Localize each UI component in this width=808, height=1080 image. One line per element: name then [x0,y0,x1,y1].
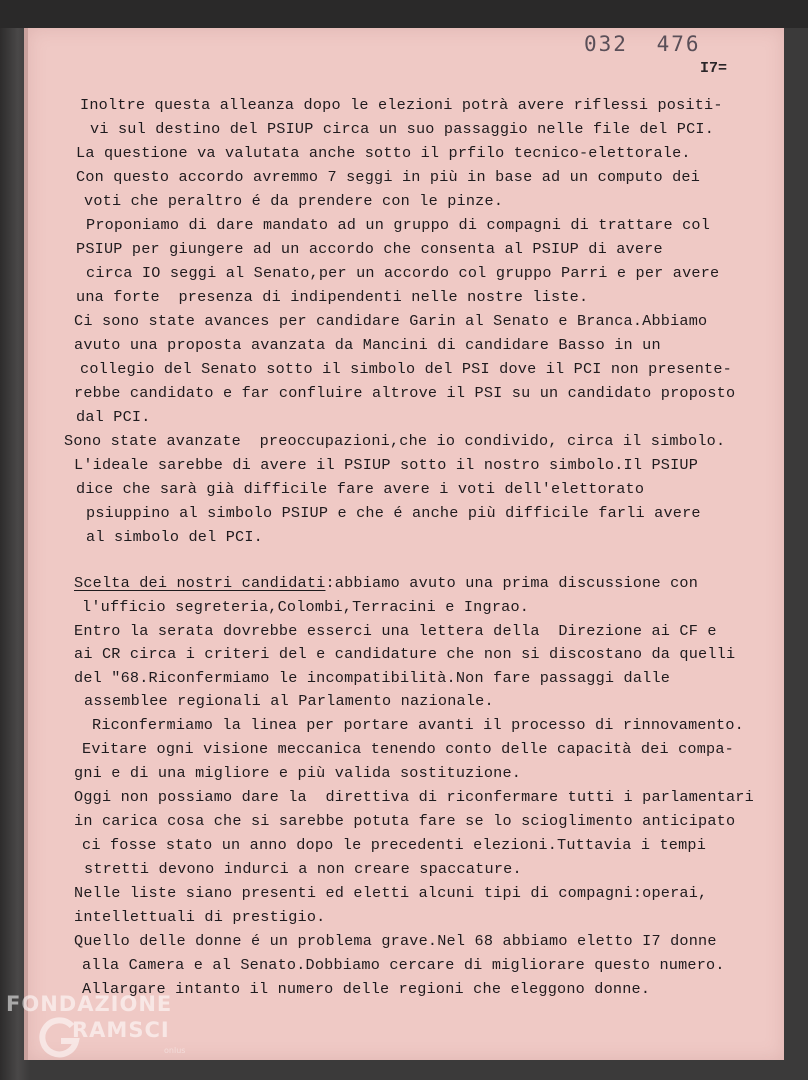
typewritten-page [28,28,784,1060]
text-line: rebbe candidato e far confluire altrove il PSI su un candidato proposto [74,384,736,402]
text-line: Con questo accordo avremmo 7 seggi in più in base ad un computo dei [76,168,701,186]
text-line: L'ideale sarebbe di avere il PSIUP sotto il nostro simbolo.Il PSIUP [74,456,699,474]
text-line: assemblee regionali al Parlamento nazionale. [84,692,494,710]
text-line: voti che peraltro é da prendere con le pinze. [84,192,504,210]
text-line: alla Camera e al Senato.Dobbiamo cercare di migliorare questo numero. [82,956,725,974]
section-heading: Scelta dei nostri candidati [74,574,326,592]
text-line: intellettuali di prestigio. [74,908,326,926]
text-line: circa IO seggi al Senato,per un accordo col gruppo Parri e per avere [86,264,720,282]
section-heading-rest: :abbiamo avuto una prima discussione con [325,574,699,592]
fondazione-gramsci-watermark [6,992,206,1072]
text-line: Evitare ogni visione meccanica tenendo conto delle capacità dei compa- [82,740,734,758]
text-line: collegio del Senato sotto il simbolo del PSI dove il PCI non presente- [80,360,732,378]
text-line: vi sul destino del PSIUP circa un suo passaggio nelle file del PCI. [90,120,715,138]
text-line: avuto una proposta avanzata da Mancini di candidare Basso in un [74,336,661,354]
scan-top-border [0,0,808,28]
text-line: dice che sarà già difficile fare avere i voti dell'elettorato [76,480,645,498]
text-line: Ci sono state avances per candidare Garin al Senato e Branca.Abbiamo [74,312,708,330]
text-line: dal PCI. [76,408,151,426]
watermark-line2: RAMSCI [72,1018,170,1042]
page-number: I7= [700,60,728,77]
text-line: Allargare intanto il numero delle regioni che eleggono donne. [82,980,651,998]
text-line: Quello delle donne é un problema grave.Nel 68 abbiamo eletto I7 donne [74,932,717,950]
text-line: Riconfermiamo la linea per portare avanti il processo di rinnovamento. [92,716,744,734]
text-line: Proponiamo di dare mandato ad un gruppo di compagni di trattare col [86,216,711,234]
text-line: una forte presenza di indipendenti nelle nostre liste. [76,288,589,306]
text-line: Nelle liste siano presenti ed eletti alcuni tipi di compagni:operai, [74,884,708,902]
text-line: in carica cosa che si sarebbe potuta fare se lo scioglimento anticipato [74,812,736,830]
watermark-sub: onlus [164,1046,186,1055]
watermark-line1: FONDAZIONE [6,992,173,1016]
text-line: Inoltre questa alleanza dopo le elezioni potrà avere riflessi positi- [80,96,723,114]
text-line: La questione va valutata anche sotto il prfilo tecnico-elettorale. [76,144,691,162]
section-heading-line [74,574,698,592]
text-line: al simbolo del PCI. [86,528,263,546]
archive-number-stamp: 032 476 [584,32,701,56]
text-line: ci fosse stato un anno dopo le precedenti elezioni.Tuttavia i tempi [82,836,707,854]
text-line: PSIUP per giungere ad un accordo che consenta al PSIUP di avere [76,240,663,258]
text-line: l'ufficio segreteria,Colombi,Terracini e Ingrao. [82,598,530,616]
text-line: Oggi non possiamo dare la direttiva di riconfermare tutti i parlamentari [74,788,754,806]
text-line: Entro la serata dovrebbe esserci una lettera della Direzione ai CF e [74,622,717,640]
text-line: del "68.Riconfermiamo le incompatibilità.Non fare passaggi dalle [74,669,671,687]
text-line: stretti devono indurci a non creare spaccature. [84,860,522,878]
text-line: Sono state avanzate preoccupazioni,che io condivido, circa il simbolo. [64,432,726,450]
text-line: ai CR circa i criteri del e candidature che non si discostano da quelli [74,645,736,663]
text-line: gni e di una migliore e più valida sostituzione. [74,764,522,782]
text-line: psiuppino al simbolo PSIUP e che é anche più difficile farli avere [86,504,701,522]
